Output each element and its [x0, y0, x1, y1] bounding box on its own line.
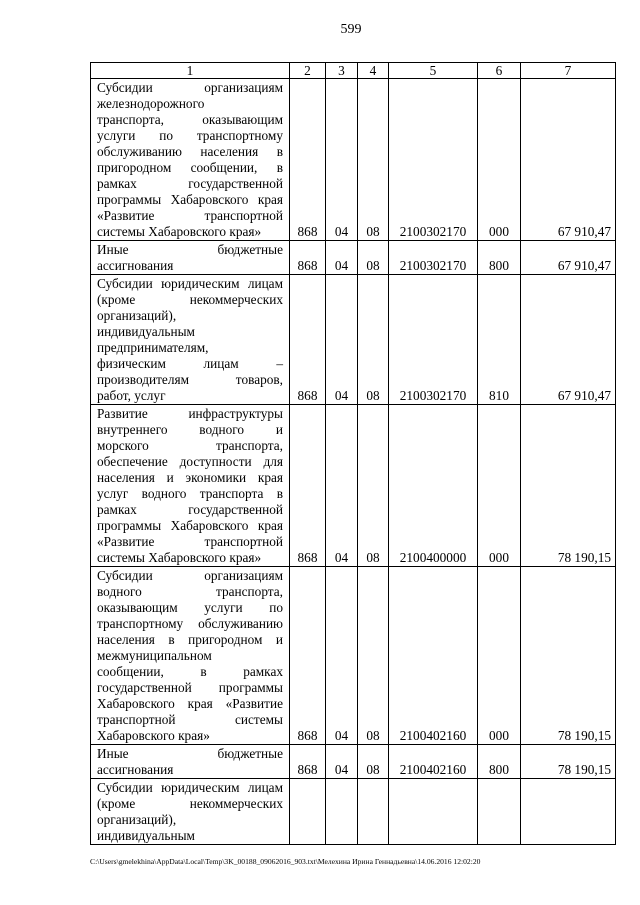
amount-cell: 67 910,47 [521, 79, 616, 241]
page-number: 599 [340, 22, 362, 37]
description-line: межмуниципальном [97, 648, 212, 663]
description-line: услуг водного транспорта в [97, 486, 283, 501]
description-line: Хабаровского края» [97, 728, 210, 743]
target-article-code-cell: 2100302170 [389, 275, 478, 405]
description-line: обслуживанию населения в [97, 144, 283, 159]
description-line: «Развитие транспортной [97, 534, 283, 549]
description-line: «Развитие транспортной [97, 208, 283, 223]
description-line: Иные бюджетные [97, 242, 283, 257]
subsection-code-cell: 08 [358, 745, 389, 779]
section-code-cell: 04 [326, 405, 358, 567]
description-line: (кроме некоммерческих [97, 796, 283, 811]
column-header-4: 4 [358, 63, 389, 79]
description-line: государственной программы [97, 680, 283, 695]
expense-type-code-cell: 000 [478, 79, 521, 241]
file-path-footer: C:\Users\gmelekhina\AppData\Local\Temp\3K_00188_09062016_903.txt\Мелехина Ирина Геннадьевна\14.06.2016 12:02:20 [90, 857, 481, 866]
table-row [91, 79, 616, 241]
description-cell [91, 275, 290, 405]
description-line: индивидуальным [97, 828, 195, 843]
expense-type-code-cell: 810 [478, 275, 521, 405]
budget-table [90, 62, 616, 845]
grbs-code-cell: 868 [290, 745, 326, 779]
description-line: Субсидии юридическим лицам [97, 276, 283, 291]
section-code-cell [326, 779, 358, 845]
table-row [91, 405, 616, 567]
section-code-cell: 04 [326, 745, 358, 779]
table-header [91, 63, 616, 79]
description-line: населения в пригородном и [97, 632, 283, 647]
table-body [91, 79, 616, 845]
description-line: Субсидии организациям [97, 568, 283, 583]
section-code-cell: 04 [326, 79, 358, 241]
description-line: индивидуальным [97, 324, 195, 339]
expense-type-code-cell [478, 779, 521, 845]
grbs-code-cell [290, 779, 326, 845]
description-line: Хабаровского края «Развитие [97, 696, 283, 711]
description-cell [91, 779, 290, 845]
target-article-code-cell: 2100402160 [389, 745, 478, 779]
description-line: пригородном сообщении, в [97, 160, 283, 175]
expense-type-code-cell: 000 [478, 405, 521, 567]
description-line: транспорта, оказывающим [97, 112, 283, 127]
amount-cell: 78 190,15 [521, 745, 616, 779]
description-line: ассигнования [97, 762, 174, 777]
description-line: программы Хабаровского края [97, 192, 283, 207]
description-line: сообщении, в рамках [97, 664, 283, 679]
amount-cell: 78 190,15 [521, 567, 616, 745]
expense-type-code-cell: 000 [478, 567, 521, 745]
grbs-code-cell: 868 [290, 79, 326, 241]
description-line: Субсидии юридическим лицам [97, 780, 283, 795]
column-header-3: 3 [326, 63, 358, 79]
description-line: водного транспорта, [97, 584, 283, 599]
subsection-code-cell: 08 [358, 405, 389, 567]
description-line: работ, услуг [97, 388, 166, 403]
amount-cell: 67 910,47 [521, 275, 616, 405]
description-line: Иные бюджетные [97, 746, 283, 761]
description-line: ассигнования [97, 258, 174, 273]
table-row [91, 275, 616, 405]
grbs-code-cell: 868 [290, 241, 326, 275]
target-article-code-cell [389, 779, 478, 845]
table-row [91, 567, 616, 745]
target-article-code-cell: 2100402160 [389, 567, 478, 745]
description-cell [91, 567, 290, 745]
description-cell [91, 79, 290, 241]
description-line: Развитие инфраструктуры [97, 406, 283, 421]
description-line: морского транспорта, [97, 438, 283, 453]
amount-cell: 78 190,15 [521, 405, 616, 567]
description-line: транспортной системы [97, 712, 283, 727]
description-line: системы Хабаровского края» [97, 550, 262, 565]
subsection-code-cell: 08 [358, 567, 389, 745]
section-code-cell: 04 [326, 241, 358, 275]
target-article-code-cell: 2100302170 [389, 241, 478, 275]
section-code-cell: 04 [326, 567, 358, 745]
column-header-2: 2 [290, 63, 326, 79]
description-line: оказывающим услуги по [97, 600, 283, 615]
description-line: физическим лицам – [97, 356, 283, 371]
description-line: производителям товаров, [97, 372, 283, 387]
description-line: Субсидии организациям [97, 80, 283, 95]
description-line: системы Хабаровского края» [97, 224, 262, 239]
description-cell [91, 241, 290, 275]
amount-cell: 67 910,47 [521, 241, 616, 275]
amount-cell [521, 779, 616, 845]
expense-type-code-cell: 800 [478, 745, 521, 779]
target-article-code-cell: 2100400000 [389, 405, 478, 567]
subsection-code-cell: 08 [358, 241, 389, 275]
description-line: внутреннего водного и [97, 422, 283, 437]
description-cell [91, 405, 290, 567]
description-line: организаций), [97, 812, 177, 827]
description-line: услуги по транспортному [97, 128, 283, 143]
column-header-7: 7 [521, 63, 616, 79]
section-code-cell: 04 [326, 275, 358, 405]
target-article-code-cell: 2100302170 [389, 79, 478, 241]
column-header-5: 5 [389, 63, 478, 79]
description-line: предпринимателям, [97, 340, 209, 355]
description-cell [91, 745, 290, 779]
header-row [91, 63, 616, 79]
subsection-code-cell: 08 [358, 275, 389, 405]
description-line: населения и экономики края [97, 470, 283, 485]
subsection-code-cell: 08 [358, 79, 389, 241]
column-header-1: 1 [91, 63, 290, 79]
table-row [91, 241, 616, 275]
description-line: программы Хабаровского края [97, 518, 283, 533]
grbs-code-cell: 868 [290, 405, 326, 567]
description-line: рамках государственной [97, 502, 283, 517]
description-line: (кроме некоммерческих [97, 292, 283, 307]
column-header-6: 6 [478, 63, 521, 79]
description-line: транспортному обслуживанию [97, 616, 283, 631]
description-line: рамках государственной [97, 176, 283, 191]
description-line: обеспечение доступности для [97, 454, 283, 469]
expense-type-code-cell: 800 [478, 241, 521, 275]
grbs-code-cell: 868 [290, 275, 326, 405]
grbs-code-cell: 868 [290, 567, 326, 745]
description-line: организаций), [97, 308, 177, 323]
table-row [91, 745, 616, 779]
description-line: железнодорожного [97, 96, 205, 111]
subsection-code-cell [358, 779, 389, 845]
table-row [91, 779, 616, 845]
